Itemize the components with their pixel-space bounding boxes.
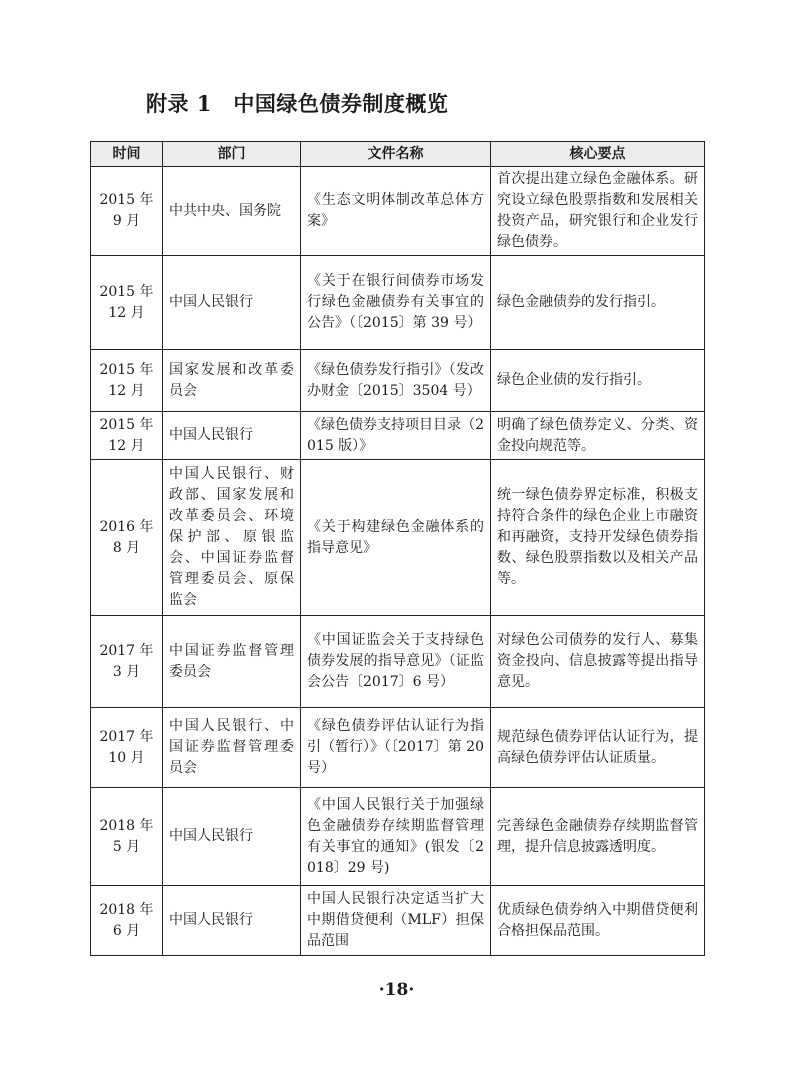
table-row: [91, 256, 705, 350]
table-row: [91, 886, 705, 956]
cell-document-name: 《绿色债券发行指引》（发改办财金〔2015〕3504 号）: [301, 350, 491, 412]
cell-key-points: 优质绿色债券纳入中期借贷便利合格担保品范围。: [491, 886, 705, 956]
page-number: ·18·: [378, 980, 415, 1000]
cell-key-points: 完善绿色金融债券存续期监督管理，提升信息披露透明度。: [491, 788, 705, 886]
header-key-points: 核心要点: [491, 142, 705, 167]
table-row: [91, 350, 705, 412]
cell-time: 2017 年 3 月: [91, 616, 163, 708]
page-title: 附录 1 中国绿色债券制度概览: [146, 91, 449, 116]
cell-department: 中国人民银行: [163, 886, 301, 956]
cell-department: 国家发展和改革委员会: [163, 350, 301, 412]
table-row: [91, 460, 705, 616]
cell-time: 2015 年 12 月: [91, 256, 163, 350]
cell-time: 2018 年 5 月: [91, 788, 163, 886]
cell-key-points: 明确了绿色债券定义、分类、资金投向规范等。: [491, 412, 705, 460]
cell-document-name: 《绿色债券支持项目目录（2015 版）》: [301, 412, 491, 460]
green-bond-policy-table: [90, 141, 705, 956]
cell-department: 中国证券监督管理委员会: [163, 616, 301, 708]
cell-document-name: 《绿色债券评估认证行为指引（暂行）》（〔2017〕第 20 号）: [301, 708, 491, 788]
cell-time: 2017 年 10 月: [91, 708, 163, 788]
cell-time: 2015 年 12 月: [91, 350, 163, 412]
header-department: 部门: [163, 142, 301, 167]
cell-time: 2016 年 8 月: [91, 460, 163, 616]
cell-document-name: 《关于构建绿色金融体系的指导意见》: [301, 460, 491, 616]
cell-key-points: 规范绿色债券评估认证行为，提高绿色债券评估认证质量。: [491, 708, 705, 788]
table-body: [91, 167, 705, 956]
cell-time: 2015 年 9 月: [91, 167, 163, 256]
cell-document-name: 《中国人民银行关于加强绿色金融债券存续期监督管理有关事宜的通知》(银发〔2018〕29 号): [301, 788, 491, 886]
table-row: [91, 708, 705, 788]
cell-document-name: 《关于在银行间债券市场发行绿色金融债券有关事宜的公告》（〔2015〕第 39 号）: [301, 256, 491, 350]
table-header-row: [91, 142, 705, 167]
cell-key-points: 对绿色公司债券的发行人、募集资金投向、信息披露等提出指导意见。: [491, 616, 705, 708]
table-row: [91, 412, 705, 460]
table-row: [91, 167, 705, 256]
header-time: 时间: [91, 142, 163, 167]
header-document-name: 文件名称: [301, 142, 491, 167]
cell-key-points: 绿色金融债券的发行指引。: [491, 256, 705, 350]
cell-key-points: 首次提出建立绿色金融体系。研究设立绿色股票指数和发展相关投资产品，研究银行和企业发行绿色债券。: [491, 167, 705, 256]
cell-department: 中国人民银行: [163, 256, 301, 350]
cell-department: 中国人民银行: [163, 788, 301, 886]
cell-key-points: 统一绿色债券界定标准，积极支持符合条件的绿色企业上市融资和再融资，支持开发绿色债券指数、绿色股票指数以及相关产品等。: [491, 460, 705, 616]
cell-department: 中国人民银行、财政部、国家发展和改革委员会、环境保护部、原银监会、中国证券监督管理委员会、原保监会: [163, 460, 301, 616]
cell-department: 中共中央、国务院: [163, 167, 301, 256]
cell-document-name: 《生态文明体制改革总体方案》: [301, 167, 491, 256]
table-row: [91, 616, 705, 708]
cell-document-name: 《中国证监会关于支持绿色债券发展的指导意见》（证监会公告〔2017〕6 号）: [301, 616, 491, 708]
cell-department: 中国人民银行、中国证券监督管理委员会: [163, 708, 301, 788]
cell-time: 2015 年 12 月: [91, 412, 163, 460]
cell-document-name: 中国人民银行决定适当扩大中期借贷便利（MLF）担保品范围: [301, 886, 491, 956]
cell-department: 中国人民银行: [163, 412, 301, 460]
table-row: [91, 788, 705, 886]
cell-key-points: 绿色企业债的发行指引。: [491, 350, 705, 412]
cell-time: 2018 年 6 月: [91, 886, 163, 956]
